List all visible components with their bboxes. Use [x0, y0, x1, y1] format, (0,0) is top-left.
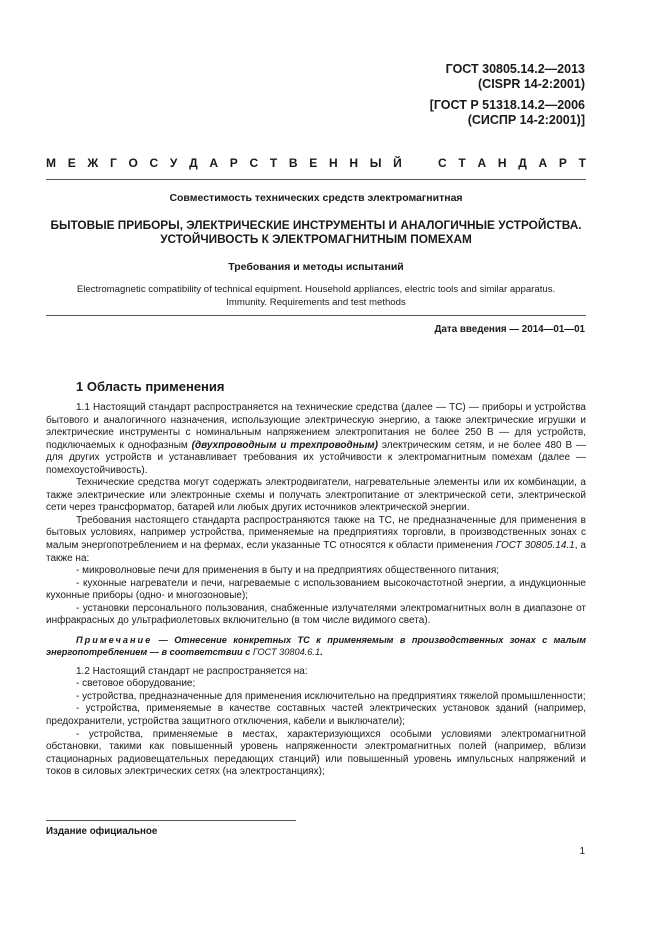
heading-letter: С — [249, 156, 259, 170]
list-item: - световое оборудование; — [76, 678, 196, 690]
page-number: 1 — [579, 846, 585, 857]
note-label: Примечание — [76, 634, 153, 645]
list-item: - установки персонального пользования, снабженные излучателями электромагнитных волн в диапазоне от инфракрасных до ультрафиолетовых включительно (в том числе видимого света). — [46, 602, 586, 627]
heading-letter: С — [438, 156, 447, 170]
footer-divider — [46, 820, 296, 821]
emphasis-text: (двухпроводным и трехпроводным) — [191, 439, 379, 451]
introduction-date: Дата введения — 2014—01—01 — [434, 324, 585, 335]
heading-letter: А — [209, 156, 219, 170]
heading-letter: Е — [309, 156, 318, 170]
note-reference: ГОСТ 30804.6.1 — [252, 646, 321, 657]
previous-standard-code-cispr: (СИСПР 14-2:2001)] — [467, 113, 585, 127]
heading-letter: Т — [458, 156, 466, 170]
standard-reference: ГОСТ 30805.14.1 — [495, 540, 575, 552]
heading-letter: Р — [558, 156, 567, 170]
heading-letter: Т — [269, 156, 278, 170]
document-subtitle: Совместимость технических средств электромагнитная — [169, 192, 463, 204]
heading-letter: Ы — [369, 156, 382, 170]
english-title — [46, 283, 586, 309]
document-title-line2: УСТОЙЧИВОСТЬ К ЭЛЕКТРОМАГНИТНЫМ ПОМЕХАМ — [160, 232, 472, 246]
heading-letter: Н — [349, 156, 359, 170]
list-item: - микроволновые печи для применения в быту и на предприятиях общественного питания; — [76, 565, 500, 577]
paragraph-non-household: Требования настоящего стандарта распространяются также на ТС, не предназначенные для применения в бытовых условиях, например устройства, применяемые на предприятиях торговли, в производственных зонах с малым энергопотреблением и на фермах, если указанные ТС относятся к области применения ГОСТ 30805.14.1, а также на: — [46, 514, 586, 564]
standard-code: ГОСТ 30805.14.2—2013 — [445, 62, 585, 76]
heading-letter: Т — [578, 156, 586, 170]
standard-type-heading — [46, 156, 586, 170]
previous-standard-code: [ГОСТ Р 51318.14.2—2006 — [429, 98, 585, 112]
standard-type-word2 — [438, 156, 586, 170]
heading-letter: Н — [328, 156, 338, 170]
requirements-subtitle: Требования и методы испытаний — [228, 261, 404, 273]
heading-letter: Д — [518, 156, 527, 170]
document-title — [46, 218, 586, 246]
section-body — [46, 402, 586, 779]
section-heading: 1 Область применения — [76, 379, 225, 394]
standard-code-block — [446, 62, 585, 92]
previous-standard-code-block — [430, 98, 585, 128]
english-title-line1: Electromagnetic compatibility of technical equipment. Household appliances, electric tools and similar apparatus. — [76, 284, 556, 295]
list-item: - устройства, применяемые в качестве составных частей электрических установок зданий (например, предохранители, устройства защитного отключения, кабели и выключатели); — [46, 703, 586, 728]
note: Примечание — Отнесение конкретных ТС к применяемым в производственных зонах с малым энергопотреблением — в соответствии с ГОСТ 30804.6.1. — [46, 634, 586, 657]
heading-letter: Й — [393, 156, 402, 170]
heading-letter: А — [538, 156, 548, 170]
heading-letter: У — [169, 156, 178, 170]
heading-letter: Е — [67, 156, 76, 170]
english-title-line2: Immunity. Requirements and test methods — [226, 297, 406, 308]
heading-letter: В — [288, 156, 298, 170]
list-item: - кухонные нагреватели и печи, нагреваемые с использованием высокочастотной энергии, а индукционные кухонные приборы (одно- и многозоновые); — [46, 577, 586, 602]
document-title-line1: БЫТОВЫЕ ПРИБОРЫ, ЭЛЕКТРИЧЕСКИЕ ИНСТРУМЕНТЫ И АНАЛОГИЧНЫЕ УСТРОЙСТВА. — [50, 218, 582, 232]
standard-type-word1 — [46, 156, 402, 170]
heading-letter: Р — [229, 156, 238, 170]
heading-letter: Н — [497, 156, 507, 170]
title-divider — [46, 315, 586, 316]
heading-letter: Ж — [87, 156, 99, 170]
header-divider — [46, 179, 586, 180]
paragraph-1-2: 1.2 Настоящий стандарт не распространяется на: — [76, 665, 308, 677]
list-item: - устройства, предназначенные для применения исключительно на предприятиях тяжелой промышленности; — [76, 690, 586, 702]
paragraph-components: Технические средства могут содержать электродвигатели, нагревательные элементы или их комбинации, а также электрические или электронные схемы и получать электропитание от электрической сети, электрической сети через трансформатор, батарей или любых других источников электрической энергии. — [46, 477, 586, 514]
heading-letter: М — [46, 156, 56, 170]
heading-letter: Г — [109, 156, 117, 170]
heading-letter: С — [149, 156, 159, 170]
standard-code-cispr: (CISPR 14-2:2001) — [478, 77, 585, 91]
paragraph-1-1: 1.1 Настоящий стандарт распространяется на технические средства (далее — ТС) — приборы и устройства бытового и аналогичного назначения, использующие электрическую энергию, а также электрические игрушки и электрические инструменты с номинальным напряжением электропитания не более 250 В — для устройств, подключаемых к однофазным (двухпроводным и трехпроводным) электрическим сетям, и не более 480 В — для других устройств и устанавливает требования их устойчивости к электромагнитным помехам (далее — помехоустойчивость). — [46, 402, 586, 476]
heading-letter: А — [477, 156, 487, 170]
heading-letter: О — [128, 156, 138, 170]
official-edition-label: Издание официальное — [46, 826, 158, 837]
list-item: - устройства, применяемые в местах, характеризующихся особыми условиями электромагнитной обстановки, такими как повышенный уровень напряженности электромагнитных полей (например, вблизи стационарных радиовещательных передающих станций) или повышенный уровень импульсных напряжений и токов в силовых электрических сетях (на электростанциях); — [46, 728, 586, 778]
heading-letter: Д — [189, 156, 198, 170]
